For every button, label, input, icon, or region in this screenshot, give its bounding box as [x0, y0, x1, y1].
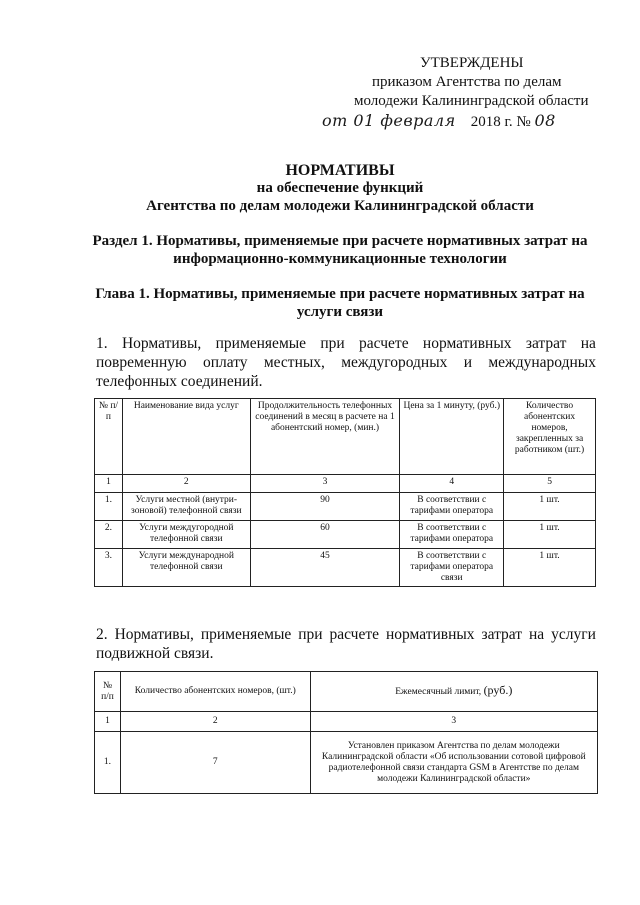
- table-cell: Услуги международной телефонной связи: [122, 549, 250, 587]
- column-header: Наименование вида услуг: [122, 399, 250, 475]
- word: расчете: [359, 335, 409, 352]
- table-cell: В соответствии с тарифами оператора: [400, 521, 504, 549]
- word: затрат: [481, 626, 523, 643]
- word: Нормативы,: [114, 626, 194, 643]
- limit-unit: (руб.): [483, 683, 513, 697]
- chapter-heading-line1: Глава 1. Нормативы, применяемые при расчете нормативных затрат на: [95, 286, 585, 302]
- table-cell: 1.: [95, 732, 121, 794]
- word: при: [298, 626, 323, 643]
- approval-year: 2018 г. №: [470, 114, 531, 130]
- column-header: № п/п: [95, 672, 121, 712]
- paragraph-1-line3: телефонных соединений.: [96, 373, 263, 390]
- word: затрат: [525, 335, 567, 352]
- table-cell: Услуги местной (внутри-зоновой) телефонной связи: [122, 493, 250, 521]
- word: на: [580, 335, 596, 352]
- column-header: Количество абонентских номеров, (шт.): [120, 672, 310, 712]
- mobile-norms-table: [94, 671, 598, 794]
- word: нормативных: [385, 626, 475, 643]
- document-title: НОРМАТИВЫ: [285, 162, 395, 179]
- table-cell: Установлен приказом Агентства по делам молодежи Калининградской области «Об использовании сотовой цифровой радиотелефонной связи стандарта GSM в Агентстве по делам молодежи Калининградской области»: [310, 732, 597, 794]
- table-cell: 1 шт.: [504, 549, 596, 587]
- column-number: 1: [95, 475, 123, 493]
- column-number: 2: [122, 475, 250, 493]
- table-row: [95, 521, 596, 549]
- table-cell: 60: [250, 521, 400, 549]
- word: на: [529, 626, 545, 643]
- word: местных,: [263, 354, 325, 371]
- word: применяемые: [200, 626, 292, 643]
- word: услуги: [551, 626, 596, 643]
- word: и: [463, 354, 473, 371]
- table-cell: Услуги междугородной телефонной связи: [122, 521, 250, 549]
- landline-norms-table: [94, 398, 596, 587]
- word: 1.: [96, 335, 108, 352]
- handwritten-number: 08: [534, 111, 556, 130]
- table-row: [95, 493, 596, 521]
- table-cell: 90: [250, 493, 400, 521]
- column-number: 3: [310, 712, 597, 732]
- column-number: 2: [120, 712, 310, 732]
- paragraph-2-line2: подвижной связи.: [96, 645, 214, 662]
- paragraph-1: [96, 334, 596, 391]
- column-number: 4: [400, 475, 504, 493]
- approval-agency: молодежи Калининградской области: [354, 93, 589, 109]
- section-heading-line2: информационно-коммуникационные технологии: [173, 251, 507, 267]
- table-cell: 1 шт.: [504, 521, 596, 549]
- table-cell: 1.: [95, 493, 123, 521]
- chapter-heading-line2: услуги связи: [296, 304, 384, 320]
- column-header: № п/п: [95, 399, 123, 475]
- word: расчете: [329, 626, 380, 643]
- chapter-heading: [80, 285, 600, 321]
- paragraph-2: [96, 625, 596, 663]
- document-subtitle: на обеспечение функций: [256, 180, 424, 196]
- column-number: 3: [250, 475, 400, 493]
- handwritten-date: от 01 февраля: [322, 111, 456, 130]
- word: нормативных: [422, 335, 512, 352]
- document-subtitle-agency: Агентства по делам молодежи Калининградской области: [146, 198, 534, 214]
- section-heading: [80, 232, 600, 268]
- word: междугородных: [341, 354, 448, 371]
- table-header-row: [95, 399, 596, 475]
- approval-stamp: [300, 54, 600, 132]
- table-cell: 7: [120, 732, 310, 794]
- table-row: [95, 732, 598, 794]
- approval-order: приказом Агентства по делам: [372, 74, 562, 90]
- limit-label: Ежемесячный лимит,: [395, 687, 482, 697]
- approval-title: УТВЕРЖДЕНЫ: [420, 55, 524, 71]
- word: оплату: [202, 354, 248, 371]
- table-cell: 3.: [95, 549, 123, 587]
- table-cell: 2.: [95, 521, 123, 549]
- table-row: [95, 549, 596, 587]
- table-cell: В соответствии с тарифами оператора связи: [400, 549, 504, 587]
- table-number-row: [95, 475, 596, 493]
- word: Нормативы,: [121, 335, 202, 352]
- section-heading-line1: Раздел 1. Нормативы, применяемые при расчете нормативных затрат на: [92, 233, 588, 249]
- word: при: [320, 335, 345, 352]
- table-cell: В соответствии с тарифами оператора: [400, 493, 504, 521]
- table-number-row: [95, 712, 598, 732]
- column-header: [310, 672, 597, 712]
- word: 2.: [96, 626, 108, 643]
- word: повременную: [96, 354, 187, 371]
- paragraph-1-line2: [96, 353, 596, 372]
- column-header: Продолжительность телефонных соединений в месяц в расчете на 1 абонентский номер, (мин.): [250, 399, 400, 475]
- column-number: 5: [504, 475, 596, 493]
- approval-date-line: [300, 111, 600, 132]
- column-header: Количество абонентских номеров, закрепленных за работником (шт.): [504, 399, 596, 475]
- word: международных: [488, 354, 596, 371]
- paragraph-1-line1: [96, 334, 596, 353]
- table-cell: 45: [250, 549, 400, 587]
- table-cell: 1 шт.: [504, 493, 596, 521]
- column-header: Цена за 1 минуту, (руб.): [400, 399, 504, 475]
- table-header-row: [95, 672, 598, 712]
- paragraph-2-line1: [96, 625, 596, 644]
- word: применяемые: [215, 335, 307, 352]
- column-number: 1: [95, 712, 121, 732]
